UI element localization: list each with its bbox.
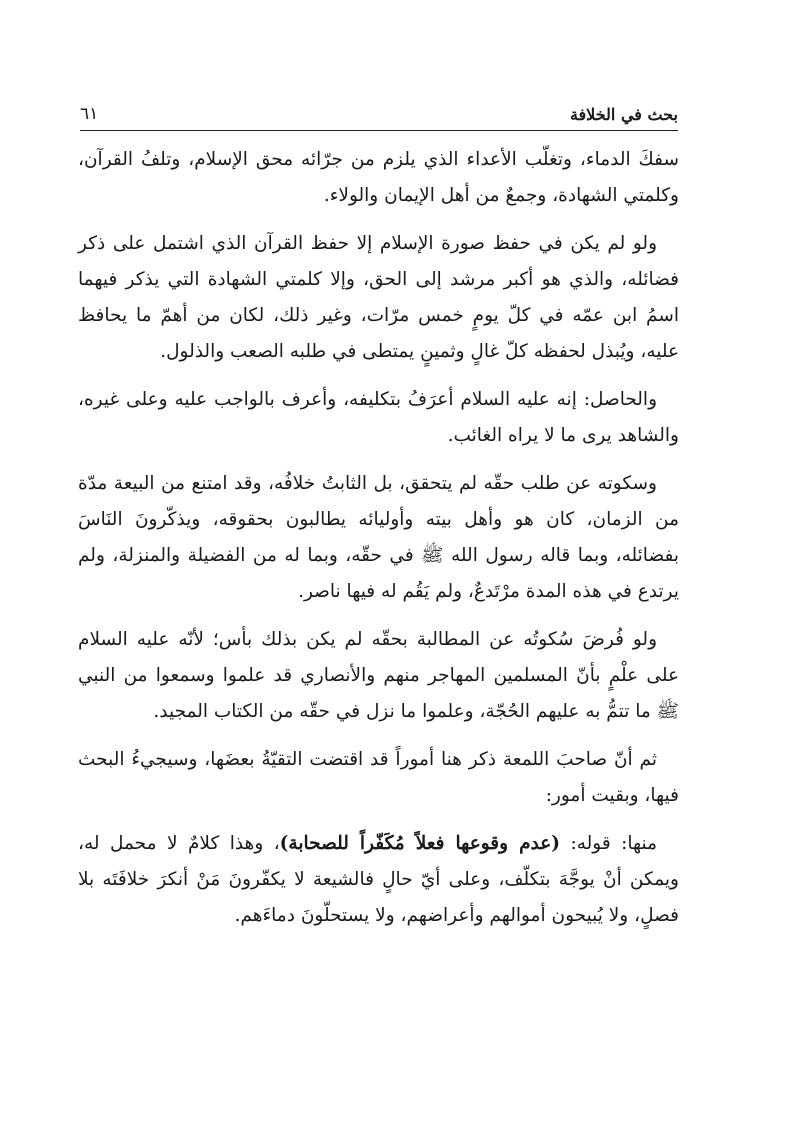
quoted-phrase: (عدم وقوعها فعلاً مُكَفّراً للصحابة) [279,833,561,854]
paragraph-4: وسكوته عن طلب حقّه لم يتحقق، بل الثابتُ خلافُه، وقد امتنع من البيعة مدّة من الزمان، كان هو وأهل بيته وأوليائه يطالبون بحقوقه، ويذكّرونَ النَاسَ بفضائله، وبما قاله رسول الله ﷺ في حقّه، وبما له من الفضيلة والمنزلة، ولم يرتدع في هذه المدة مرْتَدعٌ، ولم يَقُم له فيها ناصر. [78,473,679,602]
paragraph-2: ولو لم يكن في حفظ صورة الإسلام إلا حفظ القرآن الذي اشتمل على ذكر فضائله، والذي هو أكبر مرشد إلى الحق، وإلا كلمتي الشهادة التي يذكر فيهما اسمُ ابن عمّه في كلّ يومٍ خمس مرّات، وغير ذلك، لكان من أهمّ ما يحافظ عليه، ويُبذل لحفظه كلّ غالٍ وثمينٍ يمتطى في طلبه الصعب والذلول. [78,233,679,362]
paragraph-3: والحاصل: إنه عليه السلام أعرَفُ بتكليفه، وأعرف بالواجب عليه وعلى غيره، والشاهد يرى ما لا يراه الغائب. [78,389,679,446]
paragraph-1: سفكَ الدماء، وتغلّب الأعداء الذي يلزم من جرّائه محق الإسلام، وتلفُ القرآن، وكلمتي الشهادة، وجمعٌ من أهل الإيمان والولاء. [78,149,679,206]
paragraph-6: ثم أنّ صاحبَ اللمعة ذكر هنا أموراً قد اقتضت التقيّةُ بعضَها، وسيجيءُ البحث فيها، وبقيت أمور: [78,749,679,806]
body-text [78,142,679,946]
paragraph-5: ولو فُرضَ سُكوتُه عن المطالبة بحقّه لم يكن بذلك بأس؛ لأنّه عليه السلام على علْمٍ بأنّ المسلمين المهاجر منهم والأنصاري قد علموا وسمعوا من النبي ﷺ ما تتمُّ به عليهم الحُجّة، وعلموا ما نزل في حقّه من الكتاب المجيد. [78,629,679,722]
page-number: ٦١ [80,104,99,124]
header-title: بحث في الخلافة [569,105,678,124]
paragraph-7-rest: ، وهذا كلامٌ لا محمل له، ويمكن أنْ يوجَّهَ بتكلّف، وعلى أيّ حالٍ فالشيعة لا يكفّرونَ مَنْ أنكرَ خلافَتَه بلا فصلٍ، ولا يُبيحون أموالهم وأعراضهم، ولا يستحلّونَ دماءَهم. [78,833,679,926]
paragraph-7-lead: منها: قوله: [560,833,657,854]
paragraph-7 [78,826,679,934]
running-header [80,96,678,131]
